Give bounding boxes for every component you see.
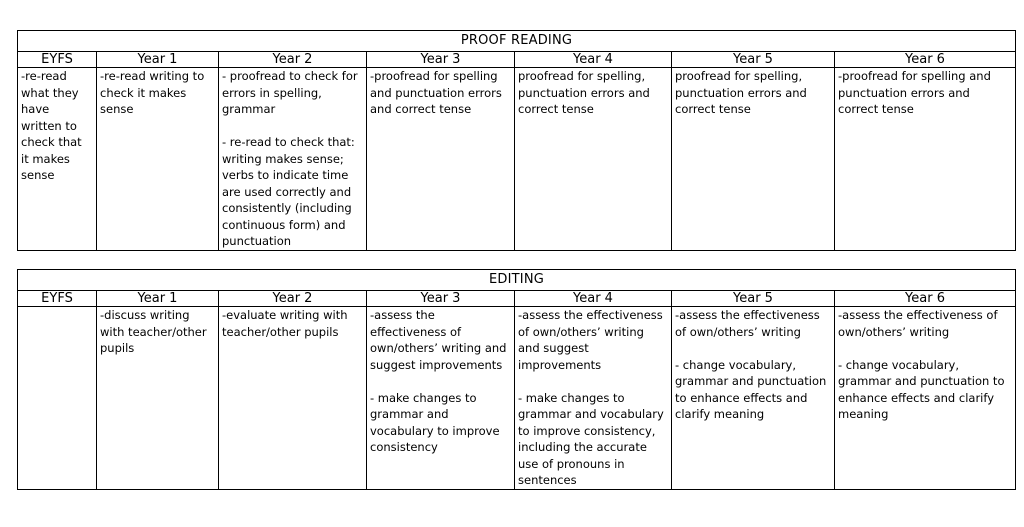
column-header-eyfs: EYFS xyxy=(18,291,97,307)
column-header-year-6: Year 6 xyxy=(835,52,1016,68)
cell-year-4 xyxy=(515,68,672,251)
cell-text: proofread for spelling, punctuation errors and correct tense xyxy=(675,69,807,116)
cell-text: -assess the effectiveness of own/others’ writing xyxy=(838,308,998,339)
column-header-year-3: Year 3 xyxy=(367,52,515,68)
cell-text: - change vocabulary, grammar and punctuation to enhance effects and clarify meaning xyxy=(675,357,827,421)
cell-text: -proofread for spelling and punctuation errors and correct tense xyxy=(838,69,991,116)
cell-text: - change vocabulary, grammar and punctuation to enhance effects and clarify meaning xyxy=(838,357,1005,421)
cell-text: - proofread to check for errors in spelling, grammar xyxy=(222,69,358,116)
column-header-year-1: Year 1 xyxy=(97,291,219,307)
cell-text: -evaluate writing with teacher/other pupils xyxy=(222,308,348,339)
column-header-year-5: Year 5 xyxy=(672,52,835,68)
cell-year-3 xyxy=(367,307,515,490)
cell-year-1 xyxy=(97,307,219,490)
editing-table xyxy=(17,269,1016,490)
column-header-year-1: Year 1 xyxy=(97,52,219,68)
column-header-eyfs: EYFS xyxy=(18,52,97,68)
cell-year-5 xyxy=(672,68,835,251)
cell-text: -discuss writing with teacher/other pupils xyxy=(100,308,207,355)
table-title: PROOF READING xyxy=(18,31,1016,52)
cell-text: -assess the effectiveness of own/others’ writing xyxy=(675,308,820,339)
cell-year-4 xyxy=(515,307,672,490)
cell-text: -assess the effectiveness of own/others’ writing and suggest improvements xyxy=(370,308,507,372)
cell-year-6 xyxy=(835,68,1016,251)
column-header-year-3: Year 3 xyxy=(367,291,515,307)
cell-eyfs xyxy=(18,68,97,251)
cell-text: - re-read to check that: writing makes sense; verbs to indicate time are used correctly and consistently (including continuous form) and punctuation xyxy=(222,135,355,248)
column-header-year-4: Year 4 xyxy=(515,52,672,68)
cell-text: -proofread for spelling and punctuation errors and correct tense xyxy=(370,69,502,116)
cell-year-5 xyxy=(672,307,835,490)
cell-text: -re-read writing to check it makes sense xyxy=(100,69,205,116)
cell-text: proofread for spelling, punctuation errors and correct tense xyxy=(518,69,650,116)
cell-year-3 xyxy=(367,68,515,251)
cell-text: -assess the effectiveness of own/others’ writing and suggest improvements xyxy=(518,308,663,372)
cell-text: -re-read what they have written to check that it makes sense xyxy=(21,69,82,182)
cell-year-2 xyxy=(219,68,367,251)
cell-text: - make changes to grammar and vocabulary to improve consistency, including the accurate use of pronouns in sentences xyxy=(518,390,664,487)
cell-year-6 xyxy=(835,307,1016,490)
cell-eyfs xyxy=(18,307,97,490)
column-header-year-4: Year 4 xyxy=(515,291,672,307)
table-title: EDITING xyxy=(18,270,1016,291)
column-header-year-2: Year 2 xyxy=(219,291,367,307)
column-header-year-2: Year 2 xyxy=(219,52,367,68)
cell-text: - make changes to grammar and vocabulary to improve consistency xyxy=(370,390,500,454)
proof-reading-table xyxy=(17,30,1016,251)
cell-year-1 xyxy=(97,68,219,251)
column-header-year-5: Year 5 xyxy=(672,291,835,307)
cell-year-2 xyxy=(219,307,367,490)
column-header-year-6: Year 6 xyxy=(835,291,1016,307)
